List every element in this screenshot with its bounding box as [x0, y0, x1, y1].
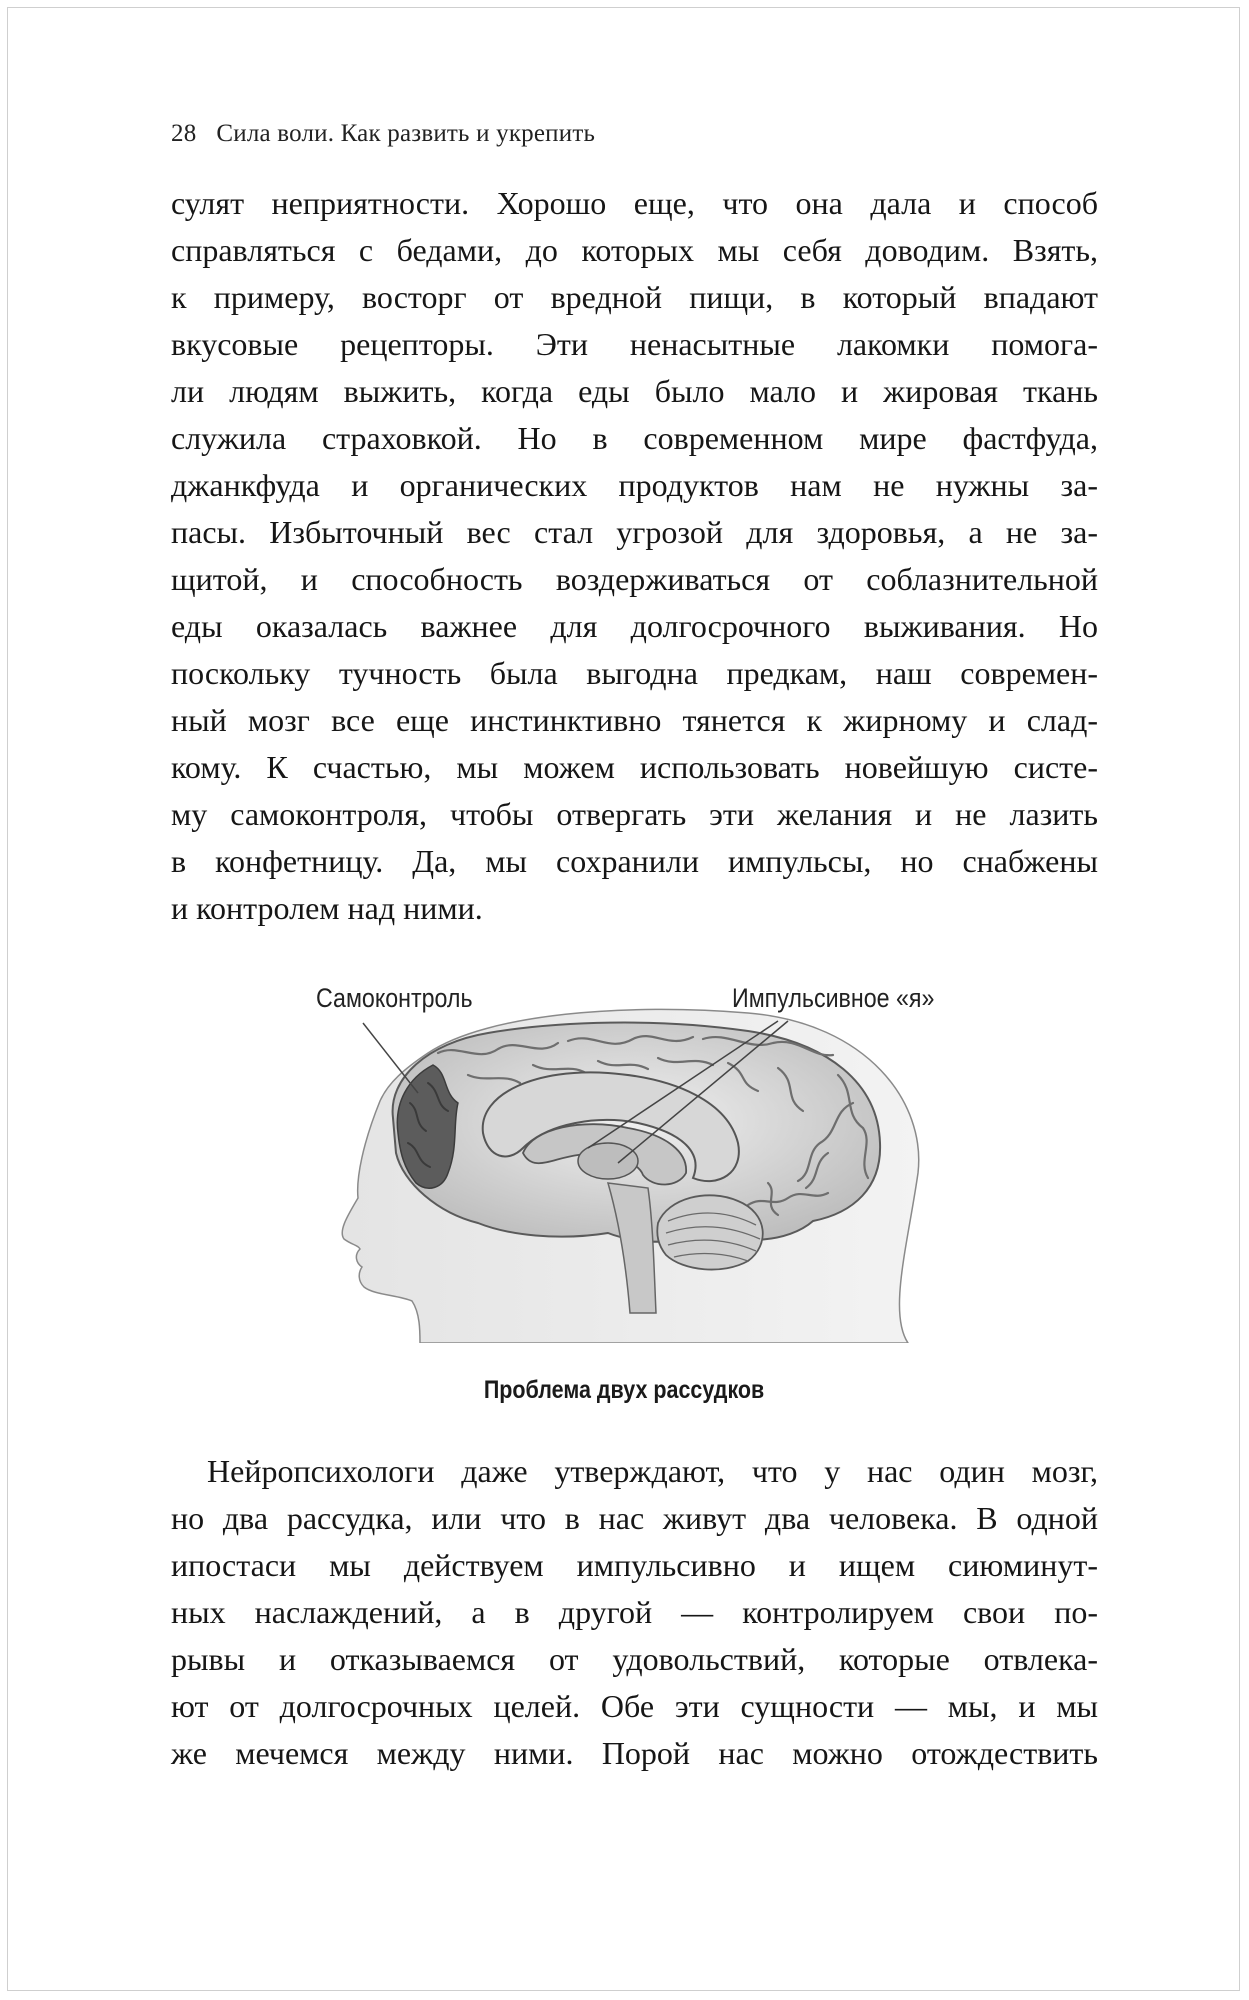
- text-line: в конфетницу. Да, мы сохранили импульсы, но снабжены: [171, 843, 1098, 879]
- label-self-control: Самоконтроль: [316, 983, 473, 1013]
- cerebellum: [657, 1195, 762, 1269]
- pointer-self-control: [363, 1023, 418, 1093]
- paragraph-1: [171, 180, 1098, 932]
- text-line: но два рассудка, или что в нас живут два человека. В одной: [171, 1500, 1098, 1536]
- text-line: к примеру, восторг от вредной пищи, в который впадают: [171, 279, 1098, 315]
- label-impulsive-self: Импульсивное «я»: [732, 983, 935, 1013]
- text-line: Нейропсихологи даже утверждают, что у нас один мозг,: [207, 1453, 1098, 1489]
- text-line: кому. К счастью, мы можем использовать новейшую систе-: [171, 749, 1098, 785]
- paragraph-2: [171, 1448, 1098, 1777]
- figure-caption: Проблема двух рассудков: [484, 1376, 765, 1404]
- text-line: поскольку тучность была выгодна предкам, наш современ-: [171, 655, 1098, 691]
- text-line: джанкфуда и органических продуктов нам не нужны за-: [171, 467, 1098, 503]
- text-line: и контролем над ними.: [171, 890, 483, 926]
- text-line: еды оказалась важнее для долгосрочного выживания. Но: [171, 608, 1098, 644]
- text-line: справляться с бедами, до которых мы себя доводим. Взять,: [171, 232, 1098, 268]
- text-line: ипостаси мы действуем импульсивно и ищем сиюминут-: [171, 1547, 1098, 1583]
- text-line: рывы и отказываемся от удовольствий, которые отвлека-: [171, 1641, 1098, 1677]
- text-line: ный мозг все еще инстинктивно тянется к жирному и слад-: [171, 702, 1098, 738]
- text-line: пасы. Избыточный вес стал угрозой для здоровья, а не за-: [171, 514, 1098, 550]
- brain-figure: [308, 983, 968, 1343]
- text-line: вкусовые рецепторы. Эти ненасытные лакомки помога-: [171, 326, 1098, 362]
- text-line: служила страховкой. Но в современном мире фастфуда,: [171, 420, 1098, 456]
- text-line: ли людям выжить, когда еды было мало и жировая ткань: [171, 373, 1098, 409]
- brain-illustration: [308, 983, 968, 1343]
- book-page: [7, 7, 1240, 1991]
- book-title: Сила воли. Как развить и укрепить: [216, 120, 596, 147]
- page-number: 28: [171, 120, 197, 147]
- text-line: ют от долгосрочных целей. Обе эти сущности — мы, и мы: [171, 1688, 1098, 1724]
- text-line: му самоконтроля, чтобы отвергать эти желания и не лазить: [171, 796, 1098, 832]
- text-line: ных наслаждений, а в другой — контролируем свои по-: [171, 1594, 1098, 1630]
- text-line: щитой, и способность воздерживаться от соблазнительной: [171, 561, 1098, 597]
- thalamus: [578, 1143, 638, 1179]
- running-head: [171, 120, 595, 148]
- text-line: же мечемся между ними. Порой нас можно отождествить: [171, 1735, 1098, 1771]
- text-line: сулят неприятности. Хорошо еще, что она дала и способ: [171, 185, 1098, 221]
